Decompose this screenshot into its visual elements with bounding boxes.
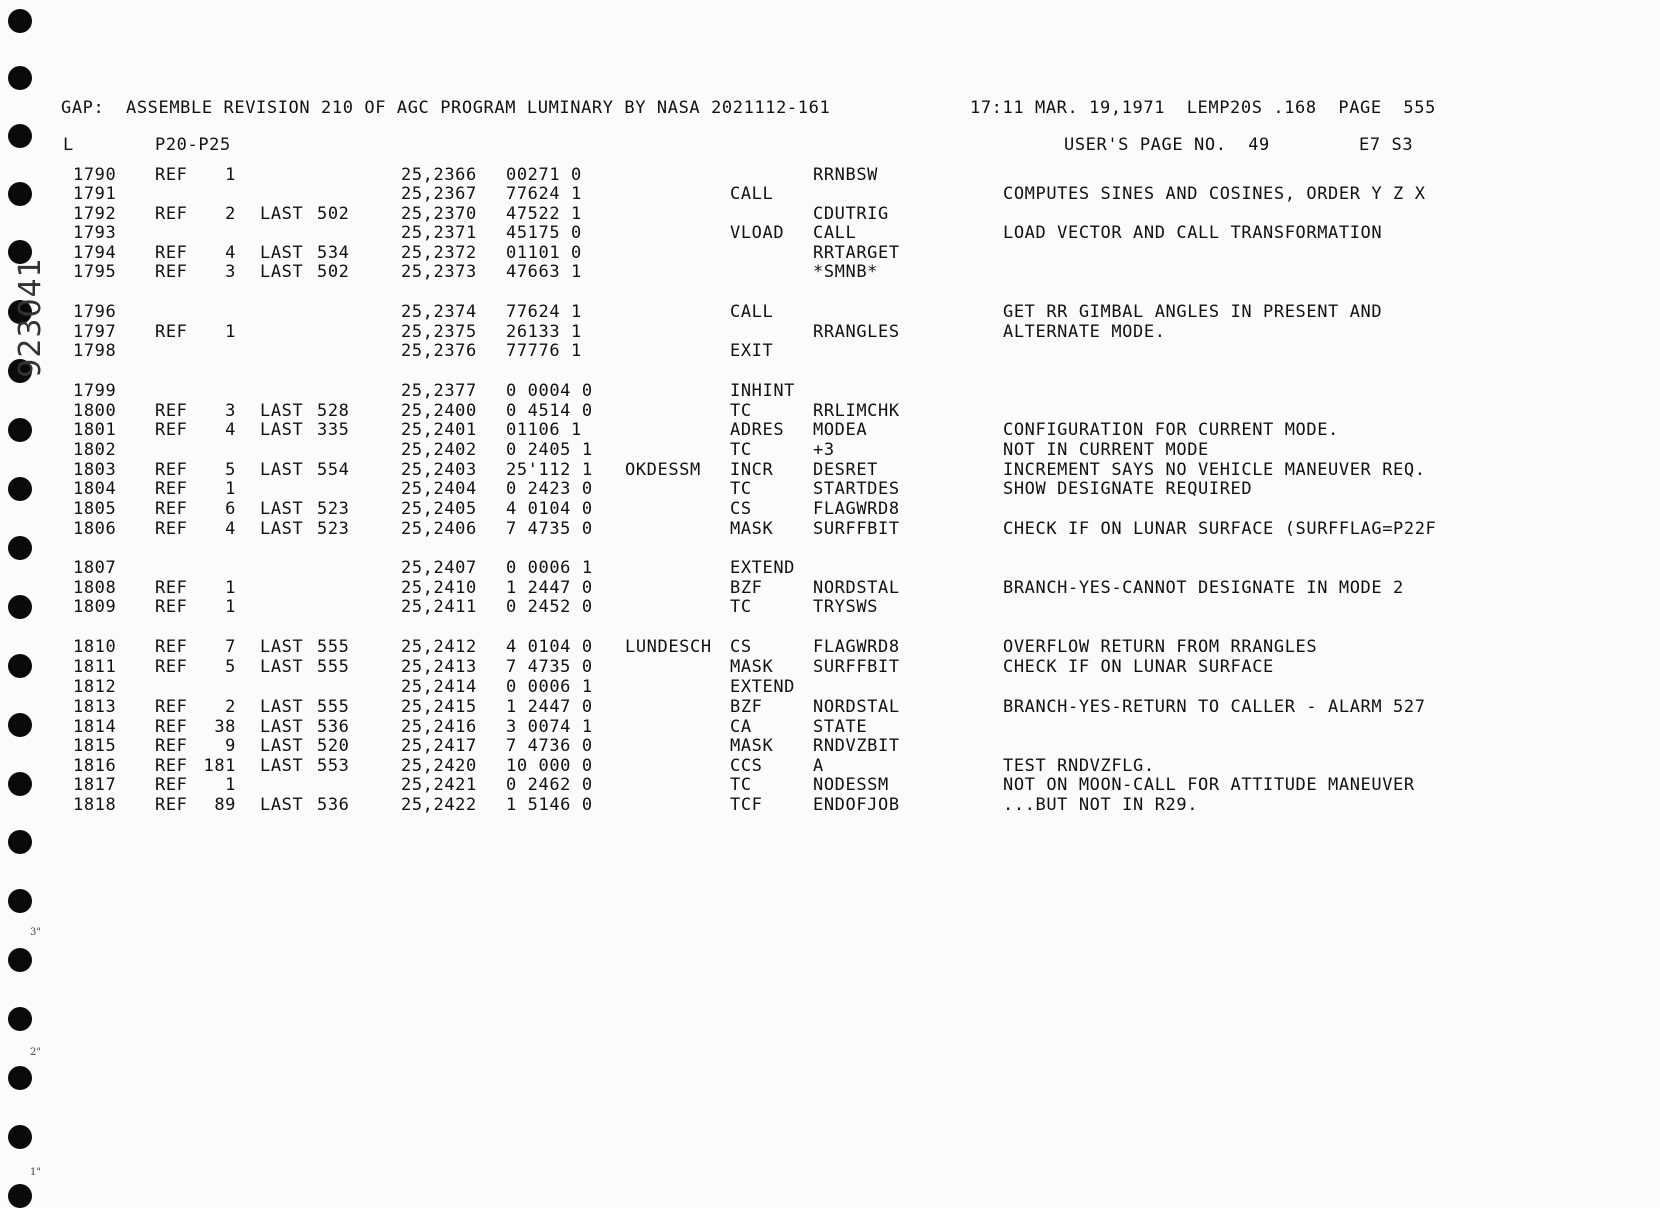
listing-row (0, 519, 1660, 539)
octal-code: 47522 1 (506, 204, 582, 224)
address: 25,2400 (401, 401, 477, 421)
line-number: 1811 (73, 657, 117, 677)
line-number: 1806 (73, 519, 117, 539)
octal-code: 77624 1 (506, 184, 582, 204)
listing-row (0, 775, 1660, 795)
octal-code: 1 2447 0 (506, 578, 593, 598)
comment: ...BUT NOT IN R29. (1003, 795, 1199, 815)
listing-row (0, 558, 1660, 578)
line-number: 1801 (73, 420, 117, 440)
last-label: LAST (260, 637, 304, 657)
last-page: 536 (317, 795, 350, 815)
line-number: 1797 (73, 322, 117, 342)
comment: NOT IN CURRENT MODE (1003, 440, 1209, 460)
opcode: TC (730, 440, 752, 460)
opcode: CALL (730, 302, 774, 322)
operand: FLAGWRD8 (813, 637, 900, 657)
punch-hole (8, 536, 32, 560)
last-label: LAST (260, 795, 304, 815)
line-number: 1809 (73, 597, 117, 617)
line-number: 1812 (73, 677, 117, 697)
line-number: 1799 (73, 381, 117, 401)
last-page: 523 (317, 499, 350, 519)
punch-hole (8, 66, 32, 90)
header-title: GAP: ASSEMBLE REVISION 210 OF AGC PROGRAM LUMINARY BY NASA 2021112-161 (61, 98, 831, 118)
line-number: 1802 (73, 440, 117, 460)
listing-row (0, 697, 1660, 717)
line-number: 1790 (73, 165, 117, 185)
octal-code: 0 2462 0 (506, 775, 593, 795)
ref-label: REF (155, 165, 188, 185)
ref-count: 1 (225, 165, 236, 185)
comment: CHECK IF ON LUNAR SURFACE (SURFFLAG=P22F (1003, 519, 1437, 539)
opcode: CCS (730, 756, 763, 776)
last-page: 502 (317, 262, 350, 282)
ref-label: REF (155, 401, 188, 421)
address: 25,2414 (401, 677, 477, 697)
octal-code: 01101 0 (506, 243, 582, 263)
last-page: 555 (317, 697, 350, 717)
operand: STARTDES (813, 479, 900, 499)
operand: STATE (813, 717, 868, 737)
opcode: TC (730, 775, 752, 795)
octal-code: 77624 1 (506, 302, 582, 322)
ref-label: REF (155, 736, 188, 756)
operand: RRNBSW (813, 165, 879, 185)
operand: RRTARGET (813, 243, 900, 263)
octal-code: 25'112 1 (506, 460, 593, 480)
ref-label: REF (155, 657, 188, 677)
listing-row (0, 756, 1660, 776)
ref-label: REF (155, 697, 188, 717)
opcode: CS (730, 637, 752, 657)
address: 25,2406 (401, 519, 477, 539)
address: 25,2370 (401, 204, 477, 224)
comment: INCREMENT SAYS NO VEHICLE MANEUVER REQ. (1003, 460, 1426, 480)
address: 25,2421 (401, 775, 477, 795)
comment: BRANCH-YES-CANNOT DESIGNATE IN MODE 2 (1003, 578, 1404, 598)
operand: DESRET (813, 460, 879, 480)
listing-row (0, 440, 1660, 460)
line-number: 1816 (73, 756, 117, 776)
last-page: 534 (317, 243, 350, 263)
address: 25,2404 (401, 479, 477, 499)
opcode: EXTEND (730, 677, 796, 697)
octal-code: 77776 1 (506, 341, 582, 361)
address: 25,2412 (401, 637, 477, 657)
ref-label: REF (155, 637, 188, 657)
operand: CDUTRIG (813, 204, 889, 224)
address: 25,2411 (401, 597, 477, 617)
ref-count: 3 (225, 401, 236, 421)
ref-label: REF (155, 262, 188, 282)
listing-row (0, 223, 1660, 243)
last-page: 502 (317, 204, 350, 224)
listing-row (0, 204, 1660, 224)
octal-code: 0 0006 1 (506, 677, 593, 697)
octal-code: 0 0004 0 (506, 381, 593, 401)
octal-code: 4 0104 0 (506, 637, 593, 657)
octal-code: 1 5146 0 (506, 795, 593, 815)
inch-mark: 2" (30, 1047, 41, 1058)
ref-label: REF (155, 499, 188, 519)
last-label: LAST (260, 519, 304, 539)
operand: SURFFBIT (813, 657, 900, 677)
section-tag: L (63, 135, 74, 155)
operand: RRANGLES (813, 322, 900, 342)
opcode: BZF (730, 697, 763, 717)
address: 25,2422 (401, 795, 477, 815)
octal-code: 00271 0 (506, 165, 582, 185)
line-number: 1794 (73, 243, 117, 263)
ref-label: REF (155, 717, 188, 737)
opcode: TC (730, 597, 752, 617)
operand: FLAGWRD8 (813, 499, 900, 519)
ref-count: 9 (225, 736, 236, 756)
comment: COMPUTES SINES AND COSINES, ORDER Y Z X (1003, 184, 1426, 204)
opcode: TC (730, 479, 752, 499)
octal-code: 7 4735 0 (506, 519, 593, 539)
octal-code: 45175 0 (506, 223, 582, 243)
opcode: EXIT (730, 341, 774, 361)
opcode: INHINT (730, 381, 796, 401)
opcode: INCR (730, 460, 774, 480)
last-label: LAST (260, 736, 304, 756)
last-label: LAST (260, 460, 304, 480)
punch-hole (8, 9, 32, 33)
opcode: CALL (730, 184, 774, 204)
listing-row (0, 243, 1660, 263)
ref-count: 181 (203, 756, 236, 776)
ref-label: REF (155, 578, 188, 598)
listing-row (0, 420, 1660, 440)
inch-mark: 3" (30, 927, 41, 938)
opcode: MASK (730, 519, 774, 539)
address: 25,2402 (401, 440, 477, 460)
octal-code: 47663 1 (506, 262, 582, 282)
listing-row (0, 184, 1660, 204)
listing-row (0, 677, 1660, 697)
line-number: 1800 (73, 401, 117, 421)
listing-row (0, 165, 1660, 185)
ref-count: 1 (225, 597, 236, 617)
line-number: 1813 (73, 697, 117, 717)
ref-count: 5 (225, 657, 236, 677)
octal-code: 1 2447 0 (506, 697, 593, 717)
octal-code: 0 2452 0 (506, 597, 593, 617)
last-label: LAST (260, 717, 304, 737)
last-label: LAST (260, 204, 304, 224)
ref-label: REF (155, 775, 188, 795)
line-number: 1810 (73, 637, 117, 657)
ref-count: 1 (225, 775, 236, 795)
listing-row (0, 460, 1660, 480)
operand: NORDSTAL (813, 697, 900, 717)
punch-hole (8, 830, 32, 854)
opcode: TC (730, 401, 752, 421)
ref-label: REF (155, 460, 188, 480)
opcode: MASK (730, 657, 774, 677)
listing-row (0, 795, 1660, 815)
line-number: 1808 (73, 578, 117, 598)
line-number: 1805 (73, 499, 117, 519)
operand: SURFFBIT (813, 519, 900, 539)
last-page: 554 (317, 460, 350, 480)
operand: TRYSWS (813, 597, 879, 617)
punch-hole (8, 124, 32, 148)
octal-code: 0 0006 1 (506, 558, 593, 578)
ref-count: 2 (225, 204, 236, 224)
address: 25,2373 (401, 262, 477, 282)
ref-count: 4 (225, 243, 236, 263)
punch-hole (8, 1184, 32, 1208)
ref-label: REF (155, 204, 188, 224)
last-label: LAST (260, 401, 304, 421)
address: 25,2374 (401, 302, 477, 322)
symbol-label: OKDESSM (625, 460, 701, 480)
octal-code: 0 4514 0 (506, 401, 593, 421)
address: 25,2372 (401, 243, 477, 263)
opcode: EXTEND (730, 558, 796, 578)
line-number: 1793 (73, 223, 117, 243)
listing-row (0, 657, 1660, 677)
line-number: 1792 (73, 204, 117, 224)
address: 25,2371 (401, 223, 477, 243)
octal-code: 3 0074 1 (506, 717, 593, 737)
listing-row (0, 479, 1660, 499)
line-number: 1817 (73, 775, 117, 795)
line-number: 1803 (73, 460, 117, 480)
operand: RNDVZBIT (813, 736, 900, 756)
ref-label: REF (155, 322, 188, 342)
opcode: ADRES (730, 420, 785, 440)
listing-row (0, 381, 1660, 401)
comment: OVERFLOW RETURN FROM RRANGLES (1003, 637, 1318, 657)
comment: SHOW DESIGNATE REQUIRED (1003, 479, 1253, 499)
octal-code: 10 000 0 (506, 756, 593, 776)
line-number: 1795 (73, 262, 117, 282)
header-timestamp: 17:11 MAR. 19,1971 LEMP20S .168 PAGE 555 (970, 98, 1436, 118)
ref-count: 5 (225, 460, 236, 480)
octal-code: 0 2405 1 (506, 440, 593, 460)
listing-row (0, 262, 1660, 282)
opcode: CA (730, 717, 752, 737)
last-label: LAST (260, 697, 304, 717)
opcode: VLOAD (730, 223, 785, 243)
operand: NODESSM (813, 775, 889, 795)
address: 25,2376 (401, 341, 477, 361)
last-page: 536 (317, 717, 350, 737)
ref-label: REF (155, 519, 188, 539)
punch-hole (8, 948, 32, 972)
last-page: 528 (317, 401, 350, 421)
last-page: 555 (317, 657, 350, 677)
comment: TEST RNDVZFLG. (1003, 756, 1155, 776)
address: 25,2377 (401, 381, 477, 401)
listing-row (0, 637, 1660, 657)
inch-mark: 1" (30, 1167, 41, 1178)
ref-count: 7 (225, 637, 236, 657)
ref-count: 1 (225, 322, 236, 342)
ref-label: REF (155, 243, 188, 263)
address: 25,2401 (401, 420, 477, 440)
side-stamp: 923041 (12, 257, 48, 378)
operand: CALL (813, 223, 857, 243)
comment: BRANCH-YES-RETURN TO CALLER - ALARM 527 (1003, 697, 1426, 717)
address: 25,2366 (401, 165, 477, 185)
last-label: LAST (260, 262, 304, 282)
line-number: 1818 (73, 795, 117, 815)
ref-count: 2 (225, 697, 236, 717)
comment: ALTERNATE MODE. (1003, 322, 1166, 342)
line-number: 1796 (73, 302, 117, 322)
octal-code: 7 4735 0 (506, 657, 593, 677)
symbol-label: LUNDESCH (625, 637, 712, 657)
comment: CONFIGURATION FOR CURRENT MODE. (1003, 420, 1339, 440)
ref-count: 1 (225, 578, 236, 598)
ref-label: REF (155, 756, 188, 776)
operand: *SMNB* (813, 262, 879, 282)
address: 25,2367 (401, 184, 477, 204)
address: 25,2417 (401, 736, 477, 756)
comment: GET RR GIMBAL ANGLES IN PRESENT AND (1003, 302, 1383, 322)
listing-row (0, 717, 1660, 737)
line-number: 1807 (73, 558, 117, 578)
punch-hole (8, 1125, 32, 1149)
address: 25,2413 (401, 657, 477, 677)
address: 25,2407 (401, 558, 477, 578)
last-label: LAST (260, 499, 304, 519)
listing-row (0, 499, 1660, 519)
line-number: 1814 (73, 717, 117, 737)
octal-code: 4 0104 0 (506, 499, 593, 519)
last-page: 523 (317, 519, 350, 539)
comment: LOAD VECTOR AND CALL TRANSFORMATION (1003, 223, 1383, 243)
last-page: 335 (317, 420, 350, 440)
comment: NOT ON MOON-CALL FOR ATTITUDE MANEUVER (1003, 775, 1415, 795)
octal-code: 26133 1 (506, 322, 582, 342)
ref-count: 38 (214, 717, 236, 737)
address: 25,2375 (401, 322, 477, 342)
punch-hole (8, 1066, 32, 1090)
address: 25,2410 (401, 578, 477, 598)
last-page: 520 (317, 736, 350, 756)
ref-count: 4 (225, 420, 236, 440)
comment: CHECK IF ON LUNAR SURFACE (1003, 657, 1274, 677)
ref-label: REF (155, 479, 188, 499)
line-number: 1798 (73, 341, 117, 361)
last-page: 553 (317, 756, 350, 776)
punch-hole (8, 1007, 32, 1031)
opcode: TCF (730, 795, 763, 815)
operand: A (813, 756, 824, 776)
octal-code: 7 4736 0 (506, 736, 593, 756)
punch-hole (8, 889, 32, 913)
page-code: E7 S3 (1359, 135, 1414, 155)
octal-code: 01106 1 (506, 420, 582, 440)
operand: NORDSTAL (813, 578, 900, 598)
listing-row (0, 736, 1660, 756)
last-label: LAST (260, 243, 304, 263)
line-number: 1815 (73, 736, 117, 756)
listing-row (0, 302, 1660, 322)
opcode: BZF (730, 578, 763, 598)
address: 25,2415 (401, 697, 477, 717)
ref-label: REF (155, 795, 188, 815)
operand: +3 (813, 440, 835, 460)
last-label: LAST (260, 756, 304, 776)
line-number: 1804 (73, 479, 117, 499)
section-name: P20-P25 (155, 135, 231, 155)
listing-row (0, 578, 1660, 598)
line-number: 1791 (73, 184, 117, 204)
listing-row (0, 341, 1660, 361)
operand: RRLIMCHK (813, 401, 900, 421)
last-page: 555 (317, 637, 350, 657)
ref-count: 6 (225, 499, 236, 519)
last-label: LAST (260, 420, 304, 440)
ref-label: REF (155, 420, 188, 440)
listing-row (0, 597, 1660, 617)
opcode: MASK (730, 736, 774, 756)
address: 25,2416 (401, 717, 477, 737)
users-page-number: USER'S PAGE NO. 49 (1064, 135, 1270, 155)
last-label: LAST (260, 657, 304, 677)
octal-code: 0 2423 0 (506, 479, 593, 499)
ref-count: 3 (225, 262, 236, 282)
listing-row (0, 322, 1660, 342)
listing-row (0, 401, 1660, 421)
operand: MODEA (813, 420, 868, 440)
ref-label: REF (155, 597, 188, 617)
operand: ENDOFJOB (813, 795, 900, 815)
ref-count: 1 (225, 479, 236, 499)
address: 25,2405 (401, 499, 477, 519)
ref-count: 89 (214, 795, 236, 815)
address: 25,2403 (401, 460, 477, 480)
address: 25,2420 (401, 756, 477, 776)
opcode: CS (730, 499, 752, 519)
ref-count: 4 (225, 519, 236, 539)
